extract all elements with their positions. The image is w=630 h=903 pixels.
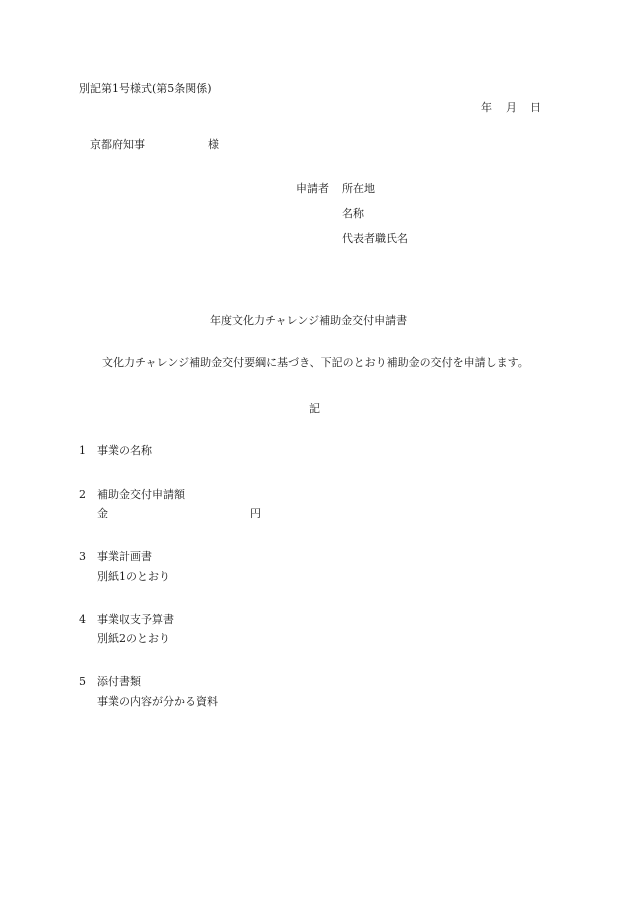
date-month: 月 — [506, 101, 517, 114]
applicant-address-label: 所在地 — [342, 182, 375, 195]
form-label: 別記第1号様式(第5条関係) — [79, 82, 212, 95]
item-2-number: 2 — [79, 488, 86, 501]
item-2-heading: 補助金交付申請額 — [97, 488, 185, 501]
item-2-amount-prefix: 金 — [97, 507, 108, 520]
item-1-number: 1 — [79, 444, 86, 457]
item-4-heading: 事業収支予算書 — [97, 613, 174, 626]
date-day: 日 — [530, 101, 541, 114]
document-title: 年度文化力チャレンジ補助金交付申請書 — [210, 314, 408, 327]
item-5-heading: 添付書類 — [97, 675, 141, 688]
applicant-label: 申請者 — [296, 182, 329, 195]
addressee-name: 京都府知事 — [90, 138, 145, 151]
addressee-honorific: 様 — [208, 138, 219, 151]
item-5-detail: 事業の内容が分かる資料 — [97, 695, 218, 708]
item-3-heading: 事業計画書 — [97, 550, 152, 563]
item-3-number: 3 — [79, 550, 86, 563]
item-1-heading: 事業の名称 — [97, 444, 152, 457]
applicant-representative-label: 代表者職氏名 — [342, 232, 408, 245]
item-4-detail: 別紙2のとおり — [97, 632, 170, 645]
item-5-number: 5 — [79, 675, 86, 688]
item-2-amount-suffix: 円 — [250, 507, 261, 520]
ki-heading: 記 — [309, 402, 320, 415]
item-3-detail: 別紙1のとおり — [97, 570, 170, 583]
applicant-name-label: 名称 — [342, 207, 364, 220]
date-year: 年 — [481, 101, 492, 114]
body-text: 文化力チャレンジ補助金交付要綱に基づき、下記のとおり補助金の交付を申請します。 — [102, 356, 529, 369]
item-4-number: 4 — [79, 613, 86, 626]
